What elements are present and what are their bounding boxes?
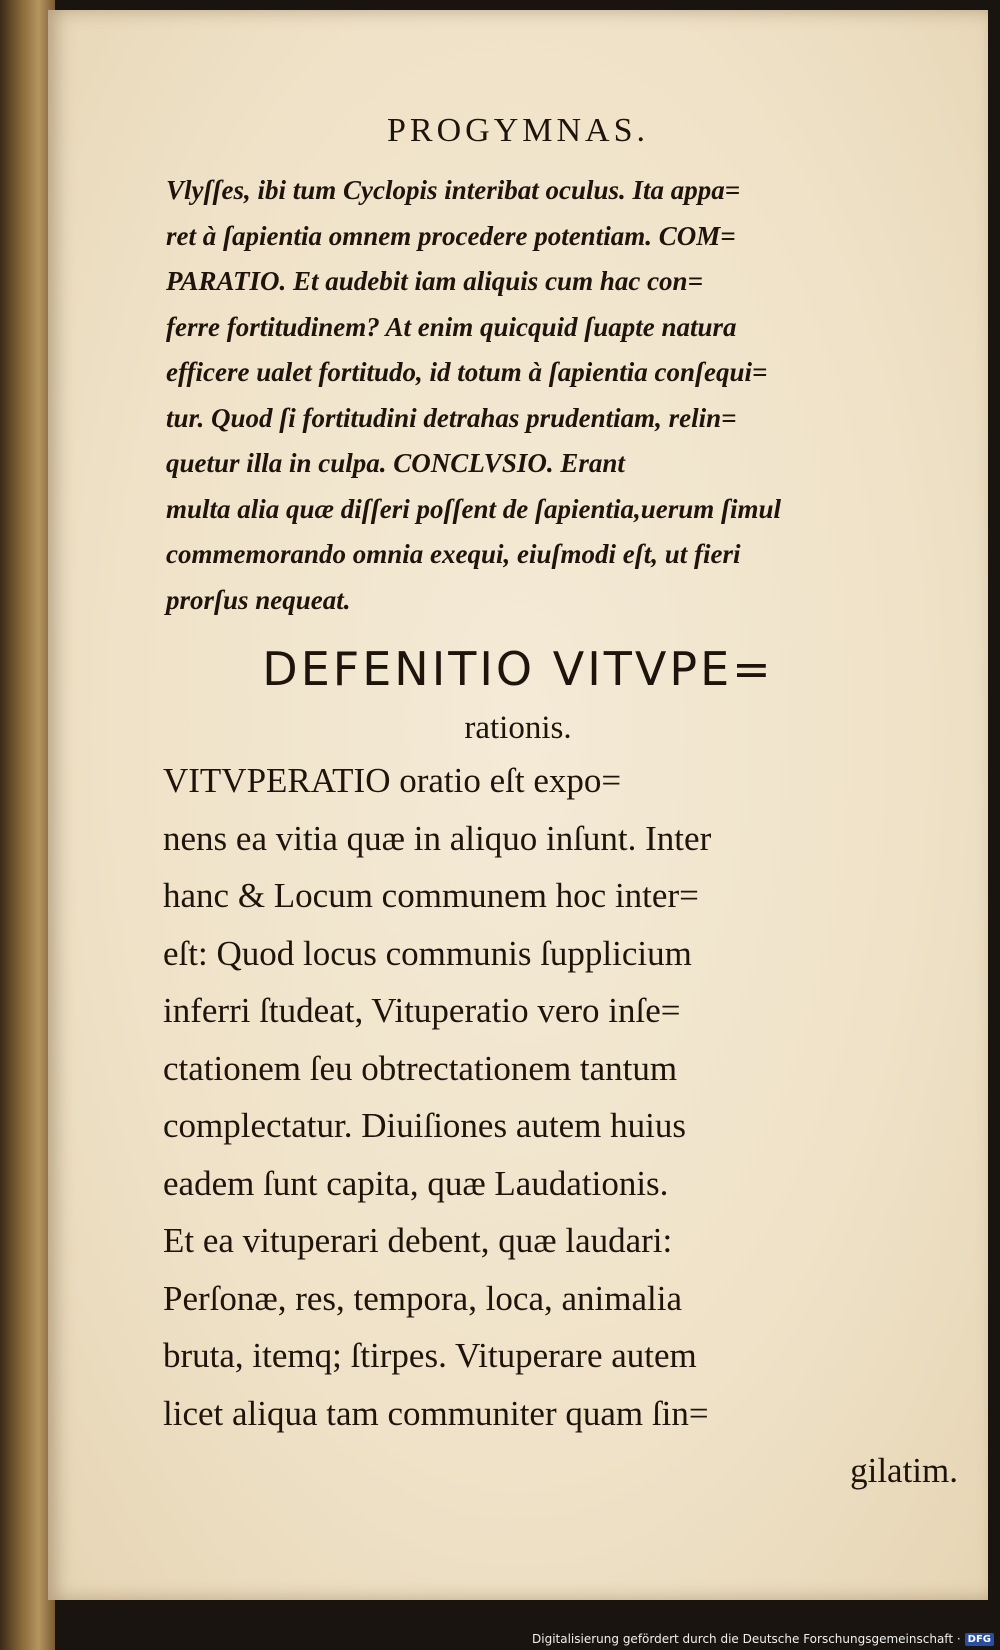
text-line: prorſus nequeat. xyxy=(166,584,351,615)
text-line: PARATIO. Et audebit iam aliquis cum hac con= xyxy=(166,266,703,296)
book-page xyxy=(48,10,988,1600)
section-title: DEFENITIO VITVPE= xyxy=(262,642,774,696)
dfg-logo-icon: DFG xyxy=(965,1633,994,1646)
text-line: inferri ſtudeat, Vituperatio vero inſe= xyxy=(163,991,681,1030)
text-line: nens ea vitia quæ in aliquo inſunt. Inter xyxy=(163,818,712,858)
text-line: multa alia quæ diſſeri poſſent de ſapientia,uerum ſimul xyxy=(166,493,782,524)
italic-paragraph xyxy=(166,168,966,623)
running-header: PROGYMNAS. xyxy=(387,112,649,149)
text-line: ret à ſapientia omnem procedere potentiam. COM= xyxy=(166,220,736,251)
text-line: eadem ſunt capita, quæ Laudationis. xyxy=(163,1163,669,1203)
text-line: commemorando omnia exequi, eiuſmodi eſt, ut fieri xyxy=(166,539,741,569)
credit-text: Digitalisierung gefördert durch die Deutsche Forschungsgemeinschaft · xyxy=(532,1632,961,1646)
text-line: tur. Quod ſi fortitudini detrahas prudentiam, relin= xyxy=(166,402,737,433)
text-line: quetur illa in culpa. CONCLVSIO. Erant xyxy=(166,448,625,478)
text-line: hanc & Locum communem hoc inter= xyxy=(163,876,699,915)
digitization-credit xyxy=(532,1632,994,1646)
text-line: ferre fortitudinem? At enim quicquid ſuapte natura xyxy=(166,311,737,342)
body-paragraph xyxy=(163,752,983,1500)
text-line: bruta, itemq; ſtirpes. Vituperare autem xyxy=(163,1336,697,1375)
text-line: Perſonæ, res, tempora, loca, animalia xyxy=(163,1278,683,1318)
text-line: licet aliqua tam communiter quam ſin= xyxy=(163,1393,709,1433)
text-line: Et ea vituperari debent, quæ laudari: xyxy=(163,1221,673,1260)
text-line: complectatur. Diuiſiones autem huius xyxy=(163,1106,686,1145)
text-line: gilatim. xyxy=(850,1451,958,1490)
book-spine xyxy=(0,0,55,1650)
section-subtitle: rationis. xyxy=(464,710,572,746)
text-line: Vlyſſes, ibi tum Cyclopis interibat oculus. Ita appa= xyxy=(166,175,741,205)
text-line: eſt: Quod locus communis ſupplicium xyxy=(163,933,692,973)
text-line: ctationem ſeu obtrectationem tantum xyxy=(163,1048,678,1088)
text-line: VITVPERATIO oratio eſt expo= xyxy=(163,761,622,800)
text-line: efficere ualet fortitudo, id totum à ſapientia conſequi= xyxy=(166,357,768,387)
